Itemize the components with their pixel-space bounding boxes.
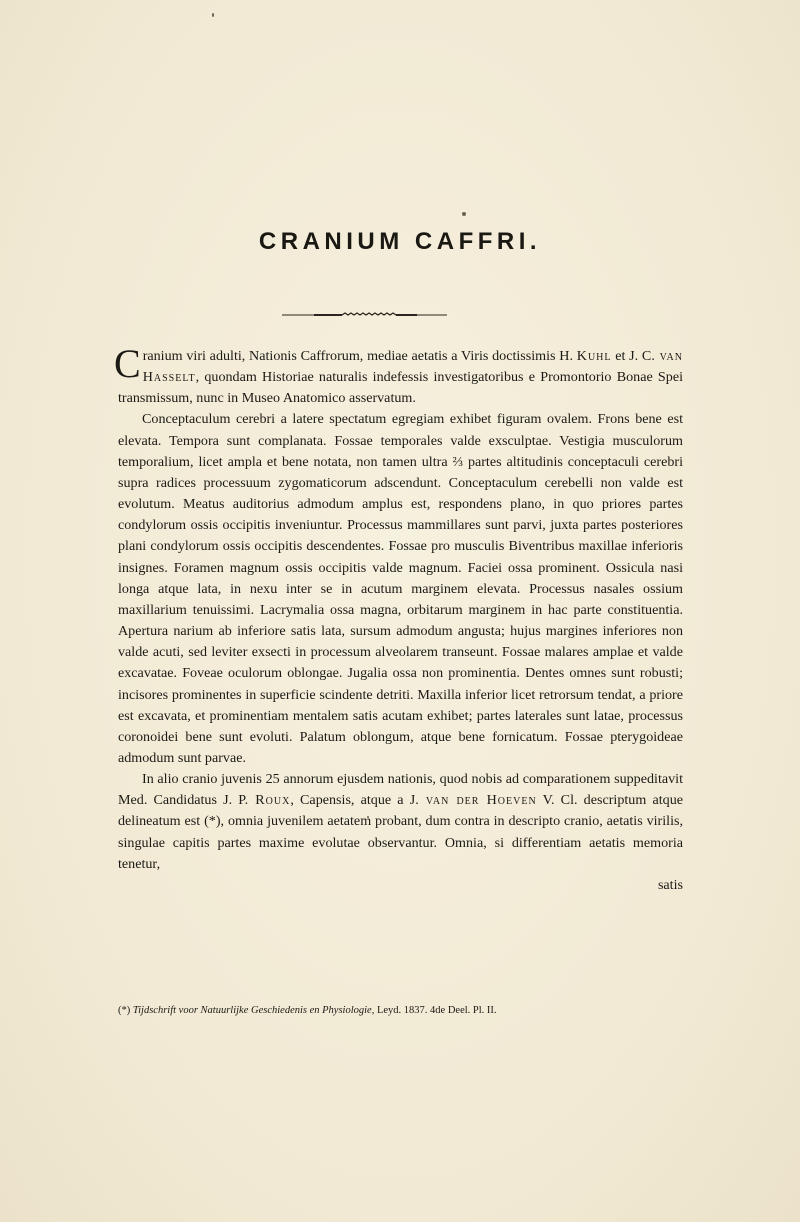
paragraph-2: Conceptaculum cerebri a latere spectatum egregiam exhibet figuram ovalem. Frons bene est elevata. Tempora sunt complanata. Fossae temporales valde exsculptae. Vestigia musculorum temporalium, licet ampla et bene notata, non tamen ultra ⅔ partes altitudinis conceptaculi cerebri supra radices processuum zygomaticorum adscendunt. Conceptaculum cerebelli non valde est evolutum. Meatus auditorius admodum amplus est, respondens plano, in quo priores partes condylorum ossis occipitis inveniuntur. Processus mammillares sunt parvi, juxta partes posteriores plani condylorum ossis occipitis descendentes. Fossae pro musculis Biventribus maxillae inferioris insignes. Foramen magnum ossis occipitis valde magnum. Faciei ossa prominent. Ossicula nasi longa atque lata, in nexu inter se in acutum marginem elevata. Processus nasales ossium maxillarium tenuissimi. Lacrymalia ossa magna, orbitarum marginem in hac parte constituentia. Apertura narium ab inferiore satis lata, sursum admodum angusta; hujus margines inferiores non valde acuti, sed leviter exsecti in processum alveolarem transeunt. Fossae malares amplae et valde excavatae. Foveae oculorum oblongae. Jugalia ossa non prominentia. Dentes omnes sunt robusti; incisores prominentes in superficie scindente detriti. Maxilla inferior licet retrorsum tendat, a priore est excavata, et prominentiam mentalem satis acutam exhibet; partes laterales sunt latae, processus coronoidei bene sunt evoluti. Palatum oblongum, atque bene fornicatum. Fossae pterygoideae admodum sunt parvae.: [118, 411, 683, 766]
drop-cap: C: [114, 341, 141, 386]
paragraph-3-text-c: V. Cl. descriptum atque delineatum est (*), omnia juvenilem aetatem probant, dum contra in descripto cranio, aetatis virilis, singulae capitis partes maxime evolutae observantur. Omnia, si differentiam aetatis memoria tenetur,: [118, 792, 683, 872]
paragraph-3-text-a: In alio cranio juvenis 25 annorum ejusdem nationis, quod nobis ad comparationem suppeditavit Med. Candidatus J. P.: [118, 771, 683, 809]
name-roux: Roux: [248, 792, 291, 809]
footnote: [118, 1004, 683, 1018]
catchword: satis: [657, 876, 683, 893]
page-title: CRANIUM CAFFRI.: [258, 228, 542, 255]
paragraph-1-text-c: , quondam Historiae naturalis indefessis investigatoribus e Promontorio Bonae Spei transmissum, nunc in Museo Anatomico asservatum.: [118, 369, 683, 407]
footnote-citation: , Leyd. 1837. 4de Deel. Pl. II.: [371, 1005, 497, 1016]
footnote-journal-title: Tijdschrift voor Natuurlijke Geschiedenis en Physiologie: [132, 1005, 372, 1016]
footnote-mark: (*): [118, 1005, 131, 1016]
name-kuhl: Kuhl: [576, 348, 612, 364]
paragraph-1-text-b: et J. C.: [611, 348, 655, 364]
paper-speck: [212, 13, 214, 17]
name-van-der-hoeven: van der Hoeven: [418, 792, 537, 809]
paragraph-1-text-a: ranium viri adulti, Nationis Caffrorum, mediae aetatis a Viris doctissimis H.: [142, 348, 573, 364]
paragraph-3-text-b: , Capensis, atque a J.: [290, 792, 419, 809]
paper-speck: [462, 212, 466, 216]
name-van-hasselt: van Hasselt: [142, 348, 683, 386]
body-text: [114, 341, 683, 896]
paragraph-3: [118, 769, 683, 875]
title-ornament-rule: [282, 312, 447, 318]
paragraph-1: [114, 341, 683, 409]
